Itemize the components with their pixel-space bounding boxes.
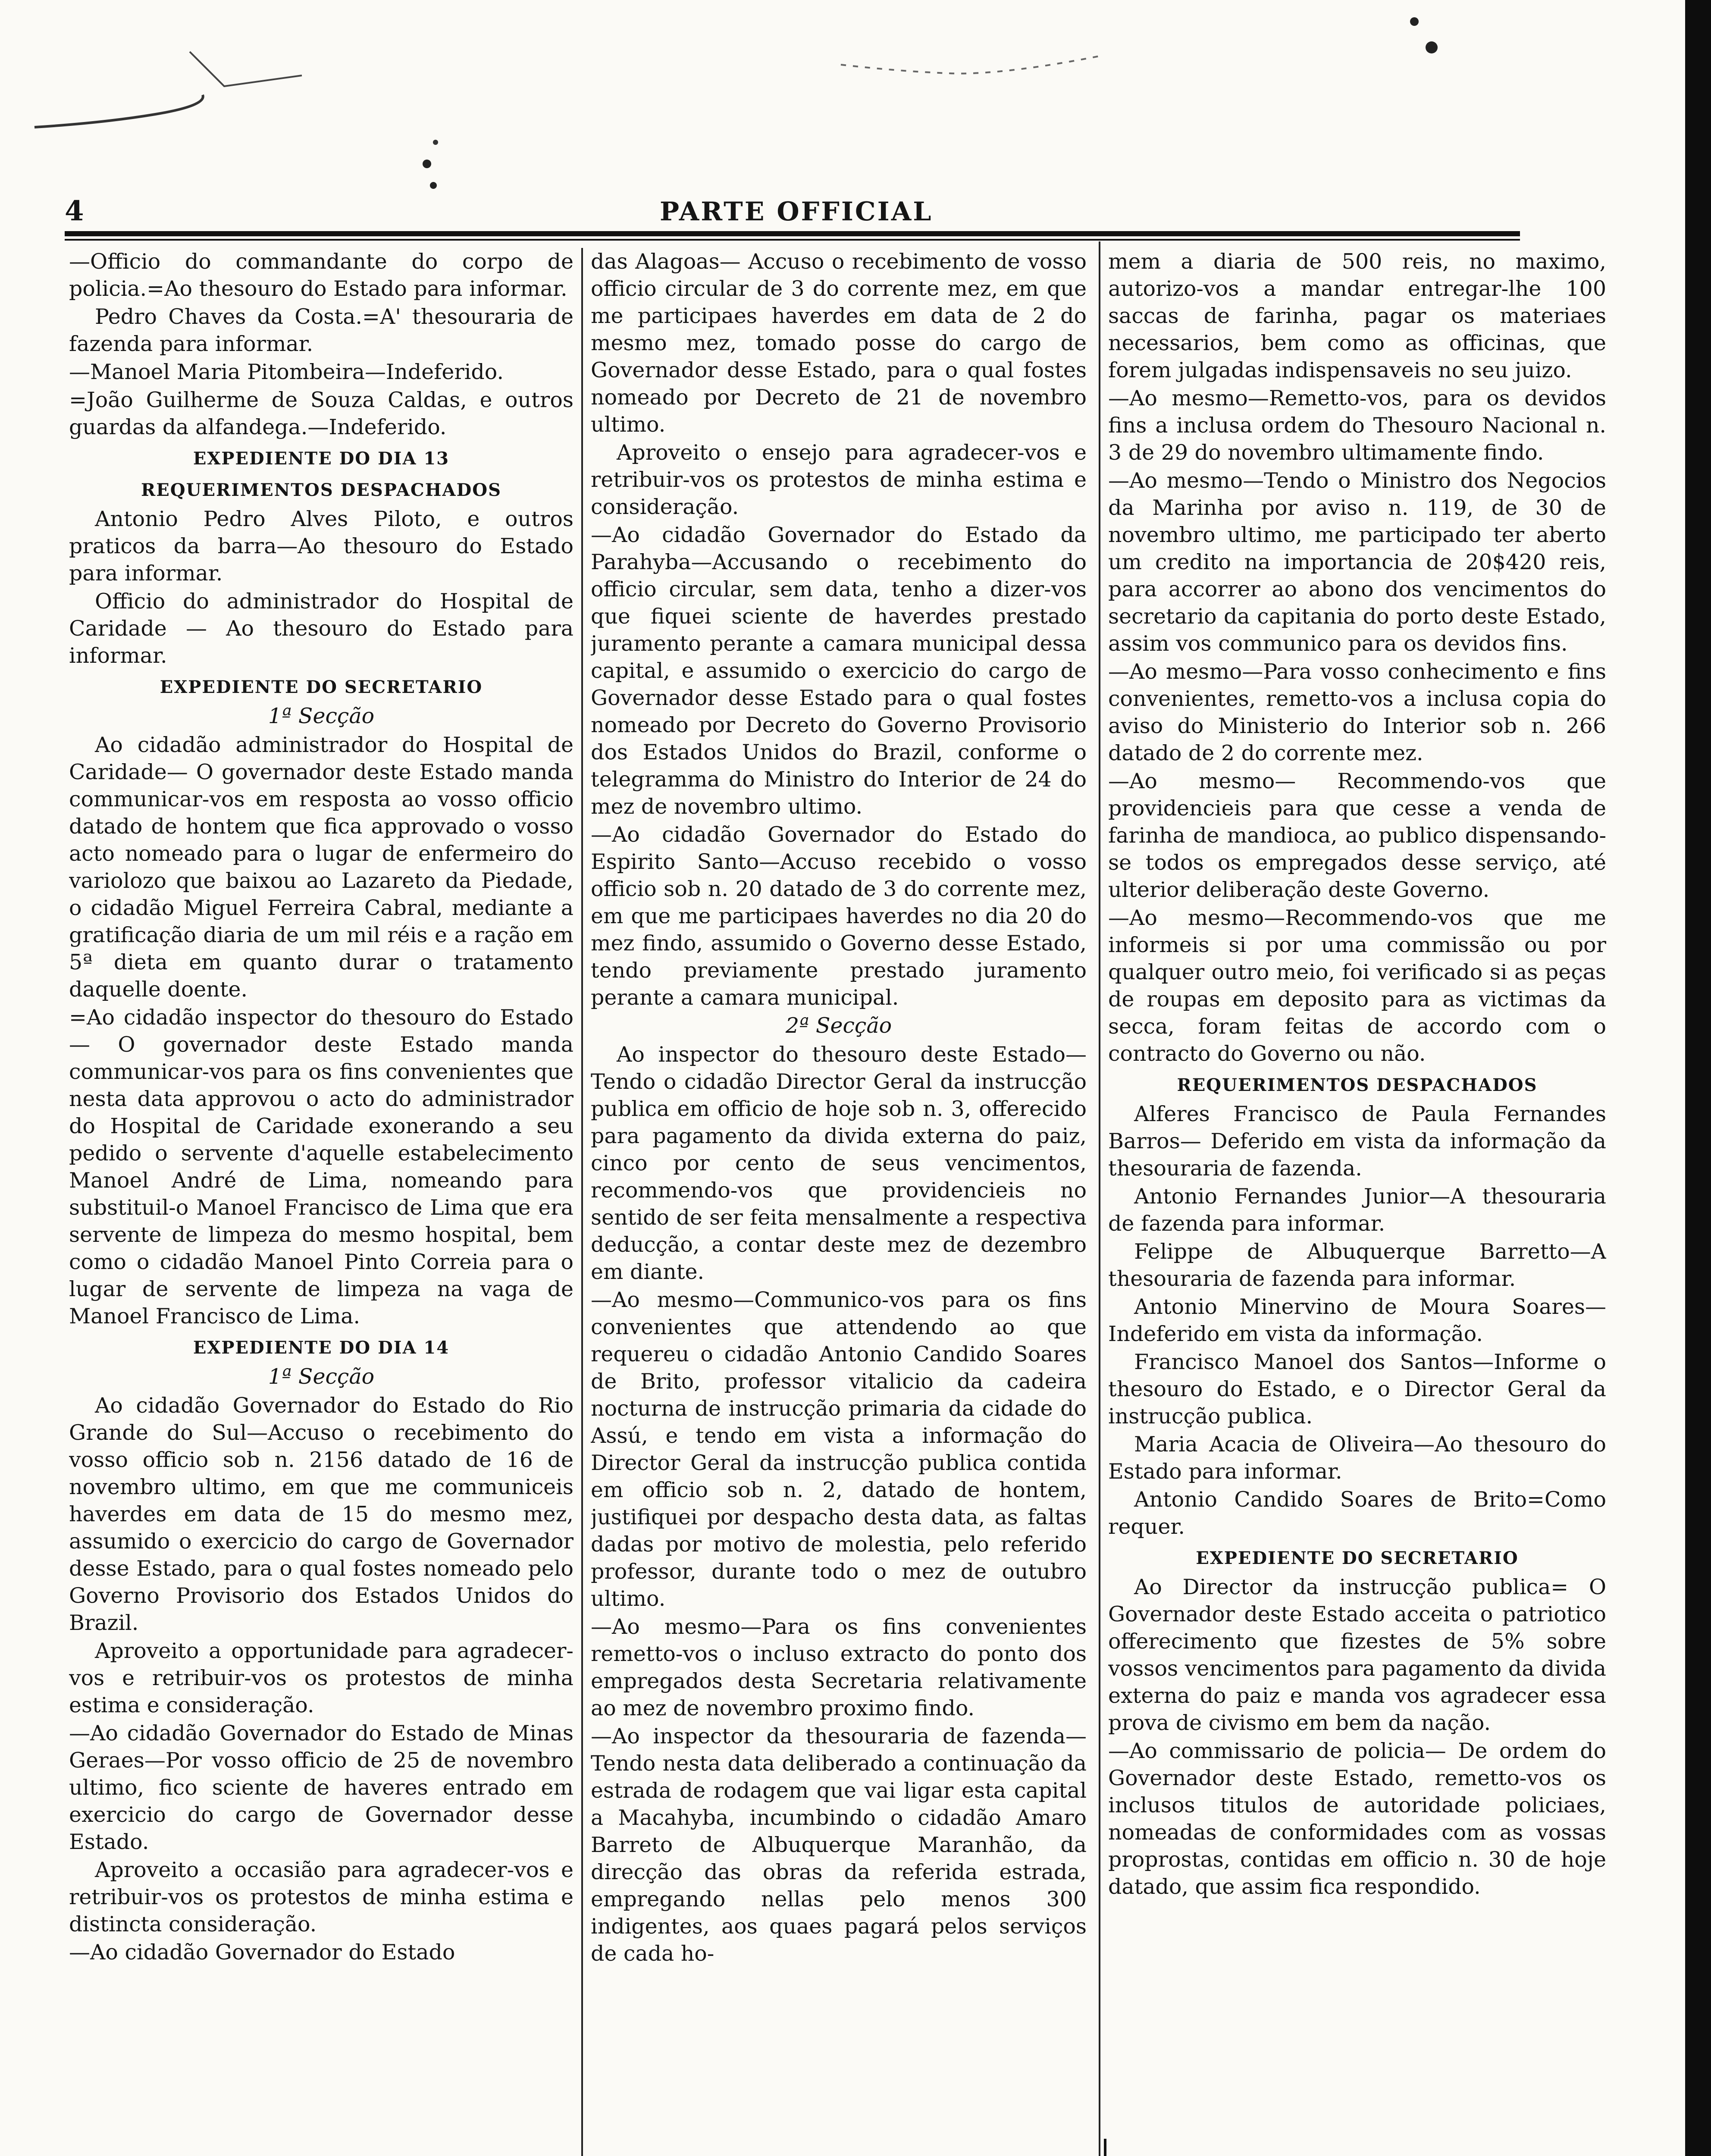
paragraph: —Ao mesmo—Tendo o Ministro dos Negocios da Marinha por aviso n. 119, de 30 de novembro ultimo, me participado ter aberto um credito na importancia de 20$420 reis, para accorrer ao abono dos vencimentos do secretario da capitania do porto deste Estado, assim vos communico para os devidos fins. <box>1108 468 1606 656</box>
paragraph: Antonio Candido Soares de Brito=Como requer. <box>1108 1487 1606 1539</box>
paragraph: Ao Director da instrucção publica= O Governador deste Estado acceita o patriotico offerecimento que fizestes de 5% sobre vossos vencimentos para pagamento da divida externa do paiz e manda vos agradecer essa prova de civismo em bem da nação. <box>1108 1575 1606 1735</box>
paragraph: Ao inspector do thesouro deste Estado—Tendo o cidadão Director Geral da instrucção publica em officio de hoje sob n. 3, offerecido para pagamento da divida externa do paiz, cinco por cento de seus vencimentos, recommendo-vos que providencieis no sentido de ser feita mensalmente a respectiva deducção, a contar deste mez de dezembro em diante. <box>591 1042 1087 1284</box>
section-title: PARTE OFFICIAL <box>660 197 933 227</box>
paragraph: Aproveito o ensejo para agradecer-vos e retribuir-vos os protestos de minha estima e consideração. <box>591 440 1087 519</box>
paragraph: mem a diaria de 500 reis, no maximo, autorizo-vos a mandar entregar-lhe 100 saccas de farinha, pagar os materiaes necessarios, bem como as officinas, que forem julgadas indispensaveis no seu juizo. <box>1108 249 1606 382</box>
subsection-heading: 2ª Secção <box>785 1013 892 1038</box>
margin-bracket <box>1104 2139 1106 2156</box>
section-heading: EXPEDIENTE DO SECRETARIO <box>1196 1548 1519 1568</box>
paragraph: —Ao cidadão Governador do Estado <box>69 1940 455 1965</box>
scan-edge-bar <box>1685 0 1711 2156</box>
paragraph: —Ao mesmo— Recommendo-vos que providencieis para que cesse a venda de farinha de mandioca, ao publico dispensando-se todos os empregados desse serviço, até ulterior deliberação deste Governo. <box>1108 769 1606 902</box>
paragraph: Felippe de Albuquerque Barretto—A thesouraria de fazenda para informar. <box>1108 1239 1606 1291</box>
paragraph: —Officio do commandante do corpo de policia.=Ao thesouro do Estado para informar. <box>69 249 573 301</box>
header-rule <box>65 231 1520 236</box>
subsection-heading: 1ª Secção <box>268 704 375 728</box>
text-column-2 <box>591 248 1087 2156</box>
paragraph: —Ao cidadão Governador do Estado da Parahyba—Accusando o recebimento do officio circular, sem data, tenho a dizer-vos que fiquei sciente de haverdes prestado juramento perante a camara municipal dessa capital, e assumido o exercicio do cargo de Governador desse Estado para o qual fostes nomeado por Decreto do Governo Provisorio dos Estados Unidos do Brazil, conforme o telegramma do Ministro do Interior de 24 do mez de novembro ultimo. <box>591 523 1087 819</box>
paragraph: Officio do administrador do Hospital de Caridade — Ao thesouro do Estado para informar. <box>69 589 573 668</box>
text-column-1 <box>69 248 573 2156</box>
section-heading: EXPEDIENTE DO DIA 14 <box>193 1338 450 1358</box>
paragraph: —Ao commissario de policia— De ordem do Governador deste Estado, remetto-vos os inclusos titulos de autoridade policiaes, nomeadas de conformidades com as vossas proprostas, contidas em officio n. 30 de hoje datado, que assim fica respondido. <box>1108 1739 1606 1899</box>
paragraph: —Ao cidadão Governador do Estado de Minas Geraes—Por vosso officio de 25 de novembro ultimo, fico sciente de haveres entrado em exercicio do cargo de Governador desse Estado. <box>69 1721 573 1854</box>
paragraph: Pedro Chaves da Costa.=A' thesouraria de fazenda para informar. <box>69 304 573 356</box>
paragraph: Antonio Minervino de Moura Soares—Indeferido em vista da informação. <box>1108 1294 1606 1346</box>
paragraph: —Ao mesmo—Para os fins convenientes remetto-vos o incluso extracto do ponto dos empregados desta Secretaria relativamente ao mez de novembro proximo findo. <box>591 1614 1087 1720</box>
column-divider <box>1099 241 1100 2156</box>
scan-artifacts <box>0 0 1685 190</box>
paragraph: —Ao mesmo—Para vosso conhecimento e fins convenientes, remetto-vos a inclusa copia do aviso do Ministerio do Interior sob n. 266 datado de 2 do corrente mez. <box>1108 659 1606 765</box>
paragraph: —Ao inspector da thesouraria de fazenda—Tendo nesta data deliberado a continuação da estrada de rodagem que vai ligar esta capital a Macahyba, incumbindo o cidadão Amaro Barreto de Albuquerque Maranhão, da direcção das obras da referida estrada, empregando nellas pelo menos 300 indigentes, aos quaes pagará pelos serviços de cada ho- <box>591 1724 1087 1966</box>
paragraph: =Ao cidadão inspector do thesouro do Estado— O governador deste Estado manda communicar-vos para os fins convenientes que nesta data approvou o acto do administrador do Hospital de Caridade exonerando a seu pedido o servente d'aquelle estabelecimento Manoel André de Lima, nomeando para substituil-o Manoel Francisco de Lima que era servente de limpeza do mesmo hospital, bem como o cidadão Manoel Pinto Correia para o lugar de servente de limpeza na vaga de Manoel Francisco de Lima. <box>69 1005 573 1329</box>
paragraph: Aproveito a occasião para agradecer-vos e retribuir-vos os protestos de minha estima e distincta consideração. <box>69 1858 573 1937</box>
paragraph: Aproveito a opportunidade para agradecer-vos e retribuir-vos os protestos de minha estima e consideração. <box>69 1639 573 1717</box>
header-rule-thin <box>65 239 1520 241</box>
paragraph: Francisco Manoel dos Santos—Informe o thesouro do Estado, e o Director Geral da instrucção publica. <box>1108 1350 1606 1429</box>
paragraph: =João Guilherme de Souza Caldas, e outros guardas da alfandega.—Indeferido. <box>69 388 573 439</box>
page-header <box>65 195 1520 229</box>
section-heading: EXPEDIENTE DO DIA 13 <box>193 448 450 469</box>
paragraph: Ao cidadão Governador do Estado do Rio Grande do Sul—Accuso o recebimento do vosso officio sob n. 2156 datado de 16 de novembro ultimo, em que me communiceis haverdes em data de 15 do mesmo mez, assumido o exercicio do cargo de Governador desse Estado, para o qual fostes nomeado pelo Governo Provisorio dos Estados Unidos do Brazil. <box>69 1393 573 1635</box>
paragraph: —Manoel Maria Pitombeira—Indeferido. <box>69 360 504 384</box>
paragraph: Antonio Fernandes Junior—A thesouraria de fazenda para informar. <box>1108 1184 1606 1236</box>
column-divider <box>581 248 583 2156</box>
section-heading: REQUERIMENTOS DESPACHADOS <box>141 480 501 500</box>
paragraph: das Alagoas— Accuso o recebimento de vosso officio circular de 3 do corrente mez, em que me participaes haverdes em data de 2 do mesmo mez, tomado posse do cargo de Governador desse Estado, para o qual fostes nomeado por Decreto de 21 de novembro ultimo. <box>591 249 1087 437</box>
paragraph: —Ao mesmo—Communico-vos para os fins convenientes que attendendo ao que requereu o cidadão Antonio Candido Soares de Brito, professor vitalicio da cadeira nocturna de instrucção primaria da cidade do Assú, e tendo em vista a informação do Director Geral da instrucção publica contida em officio sob n. 2, datado de hontem, justifiquei por despacho desta data, as faltas dadas por motivo de molestia, pelo referido professor, durante todo o mez de outubro ultimo. <box>591 1288 1087 1611</box>
text-column-3 <box>1108 248 1606 2115</box>
paragraph: Antonio Pedro Alves Piloto, e outros praticos da barra—Ao thesouro do Estado para informar. <box>69 507 573 586</box>
paragraph: Ao cidadão administrador do Hospital de Caridade— O governador deste Estado manda communicar-vos em resposta ao vosso officio datado de hontem que fica approvado o vosso acto nomeado para o lugar de enfermeiro do variolozo que baixou ao Lazareto da Piedade, o cidadão Miguel Ferreira Cabral, mediante a gratificação diaria de um mil réis e a ração em 5ª dieta em quanto durar o tratamento daquelle doente. <box>69 733 573 1002</box>
paragraph: Maria Acacia de Oliveira—Ao thesouro do Estado para informar. <box>1108 1432 1606 1484</box>
section-heading: EXPEDIENTE DO SECRETARIO <box>160 677 483 697</box>
paragraph: Alferes Francisco de Paula Fernandes Barros— Deferido em vista da informação da thesouraria de fazenda. <box>1108 1102 1606 1181</box>
paragraph: —Ao mesmo—Recommendo-vos que me informeis si por uma commissão ou por qualquer outro meio, foi verificado si as peças de roupas em deposito para as victimas da secca, foram feitas de accordo com o contracto do Governo ou não. <box>1108 906 1606 1066</box>
paragraph: —Ao mesmo—Remetto-vos, para os devidos fins a inclusa ordem do Thesouro Nacional n. 3 de 29 do novembro ultimamente findo. <box>1108 386 1606 465</box>
paragraph: —Ao cidadão Governador do Estado do Espirito Santo—Accuso recebido o vosso officio sob n. 20 datado de 3 do corrente mez, em que me participaes haverdes no dia 20 do mez findo, assumido o Governo desse Estado, tendo previamente prestado juramento perante a camara municipal. <box>591 822 1087 1010</box>
section-heading: REQUERIMENTOS DESPACHADOS <box>1177 1075 1538 1095</box>
page-number: 4 <box>65 195 84 227</box>
subsection-heading: 1ª Secção <box>268 1364 375 1389</box>
